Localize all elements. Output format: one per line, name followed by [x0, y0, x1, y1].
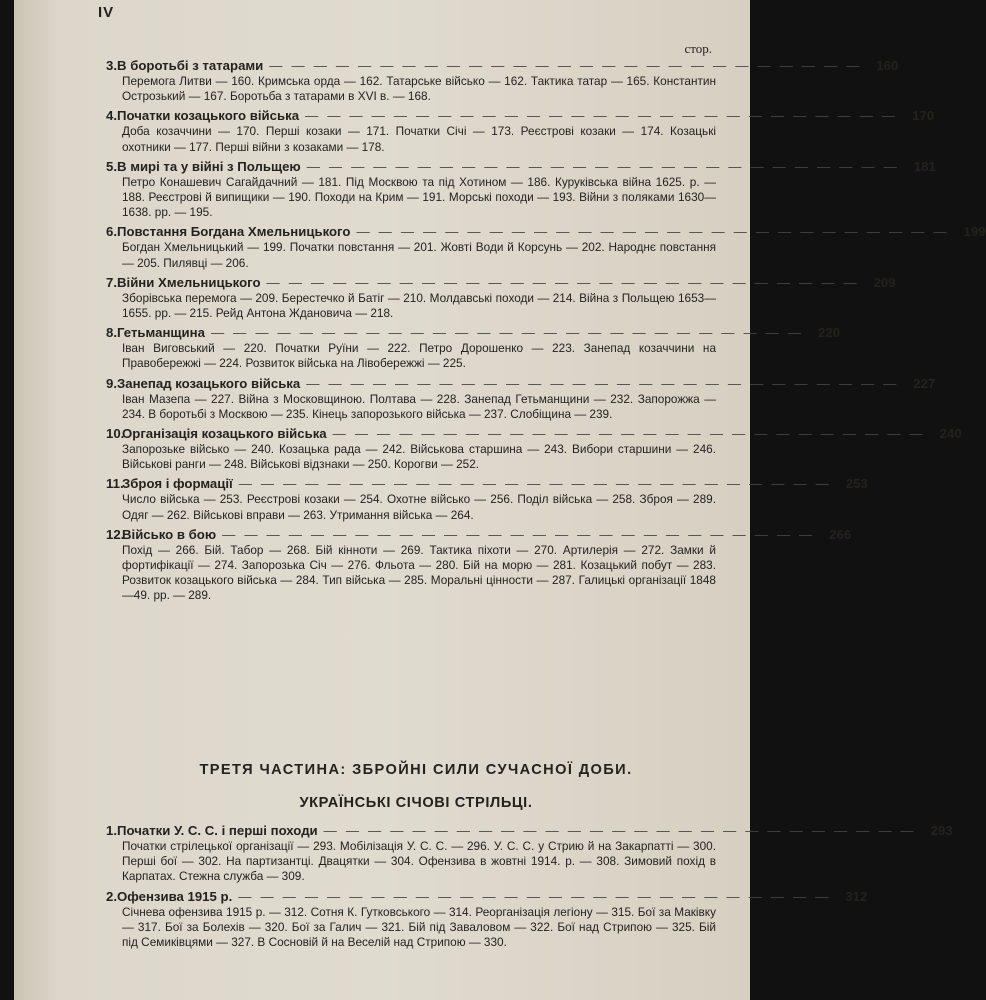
toc-entry [106, 823, 953, 885]
toc-entry-page: 220 [818, 325, 841, 341]
toc-entry-description: Петро Конашевич Сагайдачний — 181. Під Москвою та під Хотином — 186. Куруківська війна 1625. р. — 188. Реєстрові й випищики — 190. Походи на Крим — 191. Морські походи — 193. Війни з поляками 1630—1638. рр. — 195. [122, 174, 716, 220]
toc-entry [106, 108, 935, 154]
toc-entry-page: 312 [845, 888, 868, 904]
dash-leader: ——————————————————————————— [266, 274, 866, 290]
toc-entry-description: Богдан Хмельницький — 199. Початки повстання — 201. Жовті Води й Корсунь — 202. Народнє повстання — 205. Пилявці — 206. [122, 240, 716, 270]
dash-leader: ——————————————————————————— [269, 58, 869, 73]
toc-entry-page: 266 [829, 526, 852, 542]
toc-entry-page: 170 [912, 108, 935, 124]
toc-entry-number: 9. [106, 375, 117, 391]
document-page [14, 0, 986, 1000]
toc-entry-description: Похід — 266. Бій. Табор — 268. Бій кінноти — 269. Тактика піхоти — 270. Артилерія — 272. Замки й фортифікації — 274. Запорозька Січ — 276. Фльота — 280. Бій на морю — 281. Козацький побут — 283. Розвиток козацького війська — 284. Тип війська — 285. Моральні цінности — 287. Галицькі організації 1848—49. рр. — 289. [122, 542, 716, 603]
toc-entry-title: Повстання Богдана Хмельницького [117, 224, 351, 240]
dash-leader: ——————————————————————————— [210, 325, 811, 341]
toc-entry-description: Перемога Литви — 160. Кримська орда — 162. Татарське військо — 162. Тактика татар — 165. Константин Острозький — 167. Боротьба з татарами в XVI в. — 168. [122, 74, 716, 104]
dash-leader: ——————————————————————————— [305, 108, 905, 124]
toc-entry [106, 476, 868, 522]
dash-leader: ——————————————————————————— [306, 375, 906, 391]
toc-entry-title: Війни Хмельницького [117, 274, 261, 290]
toc-entry-page: 240 [939, 426, 962, 442]
toc-entry-heading [106, 108, 935, 124]
toc-entry-number: 7. [106, 274, 117, 290]
toc-entry [106, 325, 841, 371]
toc-entry-description: Початки стрілецької організації — 293. Мобілізація У. С. С. — 296. У. С. С. у Стрию й на Закарпатті — 300. Перші бої — 302. На партизантці. Двацятки — 304. Офензива в жовтні 1914. р. — 308. Зимовий похід в Карпатах. Стежна служба — 309. [122, 839, 716, 884]
toc-entry-number: 6. [106, 224, 117, 240]
dash-leader: ——————————————————————————— [306, 158, 906, 174]
toc-entry-title: Організація козацького війська [122, 426, 327, 442]
part-title: ТРЕТЯ ЧАСТИНА: ЗБРОЙНІ СИЛИ СУЧАСНОЇ ДОБИ. [199, 762, 633, 778]
toc-entry-heading [106, 224, 986, 240]
dash-leader: ——————————————————————————— [222, 526, 822, 542]
toc-entry-page: 209 [873, 274, 896, 290]
toc-entry-page: 181 [913, 158, 936, 174]
toc-entry-number: 5. [106, 158, 117, 174]
dash-leader: ——————————————————————————— [238, 476, 838, 492]
toc-entry-page: 227 [913, 375, 936, 391]
toc-entry-heading [106, 325, 841, 341]
toc-entry [106, 58, 899, 104]
toc-entry-title: Початки козацького війська [117, 108, 300, 124]
toc-entry-page: 199 [963, 224, 986, 240]
toc-entry-number: 8. [106, 325, 117, 341]
toc-entry-title: Занепад козацького війська [117, 375, 301, 391]
section-title: УКРАЇНСЬКІ СІЧОВІ СТРІЛЬЦІ. [299, 795, 533, 811]
table-of-contents [106, 58, 986, 608]
toc-entry-title: Військо в бою [122, 526, 217, 542]
toc-entry-heading [106, 476, 868, 492]
toc-entry-heading [106, 375, 936, 392]
dash-leader: ——————————————————————————— [356, 224, 956, 240]
toc-entry-heading [106, 158, 936, 175]
toc-entry-description: Доба козаччини — 170. Перші козаки — 171. Початки Січі — 173. Реєстрові козаки — 174. Козацькі охотники — 177. Перші війни з козаками — 178. [122, 124, 716, 154]
dash-leader: ——————————————————————————— [238, 888, 838, 904]
toc-entry [106, 888, 868, 951]
toc-entry-title: Зброя і формації [122, 476, 233, 492]
toc-entry-page: 160 [876, 58, 899, 73]
toc-entry-description: Число війська — 253. Реєстрові козаки — 254. Охотне військо — 256. Поділ війська — 258. Зброя — 289. Одяг — 262. Військові вправи — 263. Утримання війська — 264. [122, 492, 716, 522]
toc-entry-heading [106, 888, 868, 905]
toc-entry-description: Січнева офензива 1915 р. — 312. Сотня К. Гутковського — 314. Реорганізація легіону — 315. Бої за Маківку — 317. Бої за Болехів — 320. Бої за Галич — 321. Бій під Заваловом — 322. Бої над Стрипою — 325. Бій під Семиківцями — 327. В Сосновій й на Веселій над Стрипою — 330. [122, 904, 716, 950]
toc-entry-title: В боротьбі з татарами [117, 58, 264, 73]
toc-entry [106, 158, 936, 221]
table-of-contents-part-3 [106, 823, 953, 954]
toc-entry-description: Іван Виговський — 220. Початки Руїни — 222. Петро Дорошенко — 223. Занепад козаччини на Правобережжі — 224. Розвиток війська на Лівобережжі — 225. [122, 341, 716, 371]
toc-entry [106, 426, 962, 472]
toc-entry-title: Гетьманщина [117, 325, 205, 341]
toc-entry-number: 1. [106, 823, 117, 838]
toc-entry-number: 4. [106, 108, 117, 124]
toc-entry [106, 526, 852, 604]
toc-entry-description: Зборівська перемога — 209. Берестечко й Батіг — 210. Молдавські походи — 214. Війна з Польщею 1653—1655. рр. — 215. Рейд Антона Ждановича — 218. [122, 290, 716, 321]
toc-entry-heading [106, 274, 896, 291]
toc-entry-page: 253 [845, 476, 868, 492]
page-number: IV [98, 4, 115, 21]
toc-entry-description: Іван Мазепа — 227. Війна з Московщиною. Полтава — 228. Занепад Гетьманщини — 232. Запорожжа — 234. В боротьбі з Москвою — 235. Кінець запорозького війська — 237. Слобіщина — 239. [122, 391, 716, 421]
toc-entry-heading [106, 526, 852, 543]
dash-leader: ——————————————————————————— [323, 823, 923, 838]
toc-entry-number: 2. [106, 888, 117, 904]
toc-entry-number: 12. [106, 526, 125, 542]
toc-entry-title: В мирі та у війні з Польщею [117, 158, 301, 174]
toc-entry [106, 375, 936, 422]
dash-leader: ——————————————————————————— [332, 426, 932, 442]
toc-entry-description: Запорозьке військо — 240. Козацька рада — 242. Військова старшина — 243. Вибори старшини — 246. Військові ранги — 248. Військові відзнаки — 250. Корогви — 252. [122, 442, 716, 472]
toc-entry-heading [106, 426, 962, 442]
toc-entry-number: 3. [106, 58, 117, 73]
page-column-label: стор. [684, 41, 712, 56]
toc-entry-heading [106, 58, 899, 74]
toc-entry-title: Офензива 1915 р. [117, 888, 233, 904]
toc-entry-title: Початки У. С. С. і перші походи [117, 823, 318, 838]
toc-entry-heading [106, 823, 953, 839]
toc-entry [106, 224, 986, 270]
toc-entry-page: 293 [930, 823, 953, 838]
toc-entry-number: 10. [106, 426, 125, 442]
toc-entry-number: 11. [106, 476, 124, 492]
toc-entry [106, 274, 896, 321]
